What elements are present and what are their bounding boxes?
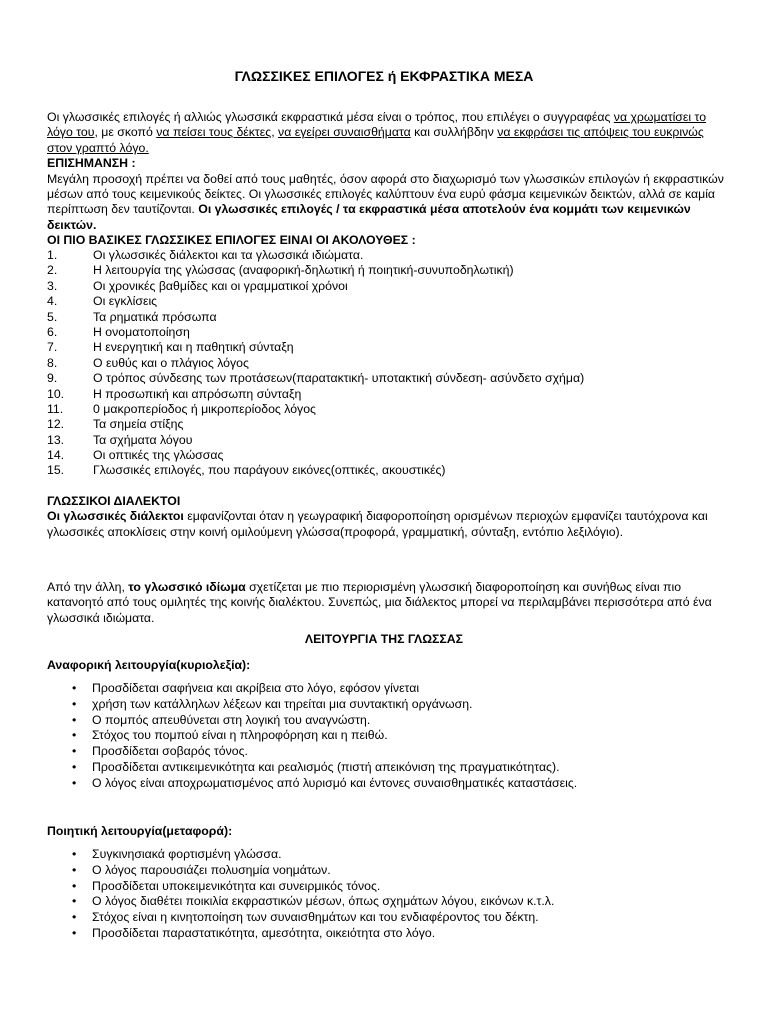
bullet-icon: • [72, 681, 77, 695]
intro-text-3: , [271, 125, 279, 140]
list-number: 1. [47, 248, 58, 262]
bullet-icon: • [72, 894, 77, 909]
list-item-text: Ο πομπός απευθύνεται στη λογική του αναγνώστη. [92, 712, 371, 727]
list-item [47, 402, 727, 417]
list-item-text: Ο λόγος είναι αποχρωματισμένος από λυρισμό και έντονες συναισθηματικές καταστάσεις. [92, 775, 578, 790]
list-item [47, 681, 727, 697]
list-number: 9. [47, 371, 58, 386]
list-item-text: Ο τρόπος σύνδεσης των προτάσεων(παρατακτική- υποτακτική σύνδεση- ασύνδετο σχήμα) [93, 371, 585, 386]
note-bold: Οι γλωσσικές επιλογές / τα εκφραστικά μέσα αποτελούν ένα κομμάτι των κειμενικών δεικτών. [47, 202, 691, 232]
list-item [47, 340, 727, 355]
referential-list-block [47, 681, 727, 792]
list-item [47, 926, 727, 942]
list-item [47, 433, 727, 448]
referential-list [47, 681, 727, 792]
list-item [47, 847, 727, 863]
intro-text-1: Οι γλωσσικές επιλογές ή αλλιώς γλωσσικά εκφραστικά μέσα είναι ο τρόπος, που επιλέγει ο συγγραφέας [47, 110, 614, 124]
list-number: 14. [47, 448, 65, 463]
list-item-text: 0 μακροπερίοδος ή μικροπερίοδος λόγος [93, 401, 316, 416]
list-number: 11. [47, 401, 64, 416]
idiom-text-1: Από την άλλη, [47, 580, 129, 594]
list-item-text: Τα σχήματα λόγου [93, 432, 193, 447]
poetic-list-block [47, 847, 727, 942]
list-item [47, 371, 727, 386]
bullet-icon: • [72, 847, 77, 861]
list-item-text: Η ενεργητική και η παθητική σύνταξη [93, 340, 294, 355]
bullet-icon: • [72, 775, 77, 790]
list-item-text: Οι οπτικές της γλώσσας [93, 448, 224, 463]
list-item-text: Τα ρηματικά πρόσωπα [93, 309, 217, 324]
list-item [47, 279, 727, 294]
intro-underline-3: να εγείρει συναισθήματα [278, 125, 411, 140]
list-item [47, 728, 727, 744]
referential-section [47, 658, 727, 673]
list-item [47, 294, 727, 309]
page-title: ΓΛΩΣΣΙΚΕΣ ΕΠΙΛΟΓΕΣ ή ΕΚΦΡΑΣΤΙΚΑ ΜΕΣΑ [234, 68, 534, 84]
list-number: 4. [47, 294, 58, 309]
note-heading: ΕΠΙΣΗΜΑΝΣΗ : [47, 156, 136, 171]
idiom-paragraph [47, 580, 727, 626]
intro-underline-1: να χρωματίσει το λόγο του [47, 110, 707, 140]
list-item [47, 863, 727, 879]
bullet-icon: • [72, 862, 77, 877]
dialects-bold: Οι γλωσσικές διάλεκτοι [47, 509, 184, 524]
note-text: Μεγάλη προσοχή πρέπει να δοθεί από τους μαθητές, όσον αφορά στο διαχωρισμό των γλωσσικών επιλογών ή εκφραστικών μέσων από τους κειμενικούς δείκτες. Οι γλωσσικές επιλογές καλύπτουν ένα ευρύ φάσμα κειμενικών δεικτών, αλλά σε καμία περίπτωση δεν ταυτίζονται. [47, 171, 724, 217]
list-item [47, 894, 727, 910]
bullet-icon: • [72, 744, 77, 759]
list-item-text: Προσδίδεται σοβαρός τόνος. [92, 744, 248, 759]
list-item [47, 310, 727, 325]
dialects-text: εμφανίζονται όταν η γεωγραφική διαφοροποίηση ορισμένων περιοχών εμφανίζει ταυτόχρονα και γλωσσικές αποκλίσεις στην κοινή ομιλούμενη γλώσσα(προφορά, γραμματική, σύνταξη, εντόπιο λεξιλόγιο). [47, 509, 708, 539]
bullet-icon: • [72, 878, 77, 893]
list-item-text: Στόχος του πομπού είναι η πληροφόρηση και η πειθώ. [92, 728, 388, 743]
list-number: 2. [47, 263, 58, 278]
list-item [47, 744, 727, 760]
list-number: 8. [47, 355, 58, 370]
intro-underline-2: να πείσει τους δέκτες [156, 125, 272, 140]
list-item-text: Οι χρονικές βαθμίδες και οι γραμματικοί χρόνοι [93, 278, 348, 293]
list-item [47, 463, 727, 478]
list-item-text: Γλωσσικές επιλογές, που παράγουν εικόνες(οπτικές, ακουστικές) [93, 463, 446, 478]
referential-heading: Αναφορική λειτουργία(κυριολεξία): [47, 658, 251, 672]
list-item-text: Οι γλωσσικές διάλεκτοι και τα γλωσσικά ιδιώματα. [93, 248, 364, 262]
list-item [47, 879, 727, 895]
list-item-text: Προσδίδεται υποκειμενικότητα και συνειρμικός τόνος. [92, 878, 381, 893]
poetic-section [47, 824, 727, 839]
list-item [47, 325, 727, 340]
list-item [47, 776, 727, 792]
intro-text-2: , με σκοπό [94, 125, 157, 140]
bullet-icon: • [72, 759, 77, 774]
dialects-heading: ΓΛΩΣΣΙΚΟΙ ΔΙΑΛΕΚΤΟΙ [47, 494, 181, 508]
list-item [47, 448, 727, 463]
list-item [47, 910, 727, 926]
bullet-icon: • [72, 925, 77, 940]
list-number: 15. [47, 463, 65, 478]
list-item [47, 713, 727, 729]
list-item-text: Προσδίδεται παραστατικότητα, αμεσότητα, οικειότητα στο λόγο. [92, 925, 436, 940]
poetic-list [47, 847, 727, 942]
list-item-text: Η προσωπική και απρόσωπη σύνταξη [93, 386, 302, 401]
intro-paragraph [47, 110, 727, 249]
list-item [47, 263, 727, 278]
list-item [47, 248, 727, 263]
idiom-text-2: σχετίζεται με πιο περιορισμένη γλωσσική διαφοροποίηση και συνήθως είναι πιο κατανοητό από τους ομιλητές της κοινής διαλέκτου. Συνεπώς, μια διάλεκτος μπορεί να περιλαμβάνει περισσότερα από ένα γλωσσικά ιδιώματα. [47, 580, 712, 625]
list-item-text: Ο λόγος διαθέτει ποικιλία εκφραστικών μέσων, όπως σχημάτων λόγου, εικόνων κ.τ.λ. [92, 894, 555, 909]
idiom-bold: το γλωσσικό ιδίωμα [128, 580, 246, 594]
list-number: 3. [47, 278, 58, 293]
list-item-text: Τα σημεία στίξης [93, 417, 184, 432]
list-number: 10. [47, 386, 65, 401]
list-item [47, 697, 727, 713]
list-item [47, 417, 727, 432]
list-number: 13. [47, 432, 65, 447]
poetic-heading: Ποιητική λειτουργία(μεταφορά): [47, 824, 233, 838]
list-number: 6. [47, 324, 58, 339]
list-item-text: Η λειτουργία της γλώσσας (αναφορική-δηλωτική ή ποιητική-συνυποδηλωτική) [93, 263, 514, 278]
intro-underline-4: να εκφράσει τις απόψεις του ευκρινώς στον γραπτό λόγο. [47, 125, 704, 155]
list-item [47, 760, 727, 776]
list-item-text: Ο λόγος παρουσιάζει πολυσημία νοημάτων. [92, 862, 331, 877]
list-number: 12. [47, 417, 65, 432]
list-item [47, 387, 727, 402]
bullet-icon: • [72, 910, 77, 925]
list-number: 5. [47, 309, 58, 324]
list-item-text: Προσδίδεται αντικειμενικότητα και ρεαλισμός (πιστή απεικόνιση της πραγματικότητας). [92, 759, 560, 774]
list-item-text: Οι εγκλίσεις [93, 294, 158, 309]
bullet-icon: • [72, 728, 77, 743]
numbered-list [47, 248, 727, 479]
list-item-text: Ο ευθύς και ο πλάγιος λόγος [93, 355, 249, 370]
list-item-text: Συγκινησιακά φορτισμένη γλώσσα. [92, 847, 282, 861]
list-item [47, 356, 727, 371]
bullet-icon: • [72, 696, 77, 711]
list-number: 7. [47, 340, 58, 355]
list-item-text: Η ονοματοποίηση [93, 324, 190, 339]
dialects-section [47, 494, 727, 540]
bullet-icon: • [72, 712, 77, 727]
numbered-list-block [47, 248, 727, 479]
list-item-text: χρήση των κατάλληλων λέξεων και τηρείται μια συντακτική οργάνωση. [92, 696, 473, 711]
intro-text-4: και συλλήβδην [410, 125, 498, 140]
list-item-text: Στόχος είναι η κινητοποίηση των συναισθημάτων και του ενδιαφέροντος του δέκτη. [92, 910, 539, 925]
list-heading: ΟΙ ΠΙΟ ΒΑΣΙΚΕΣ ΓΛΩΣΣΙΚΕΣ ΕΠΙΛΟΓΕΣ ΕΙΝΑΙ ΟΙ ΑΚΟΛΟΥΘΕΣ : [47, 233, 416, 248]
list-item-text: Προσδίδεται σαφήνεια και ακρίβεια στο λόγο, εφόσον γίνεται [92, 681, 420, 695]
function-heading: ΛΕΙΤΟΥΡΓΙΑ ΤΗΣ ΓΛΩΣΣΑΣ [304, 632, 464, 646]
